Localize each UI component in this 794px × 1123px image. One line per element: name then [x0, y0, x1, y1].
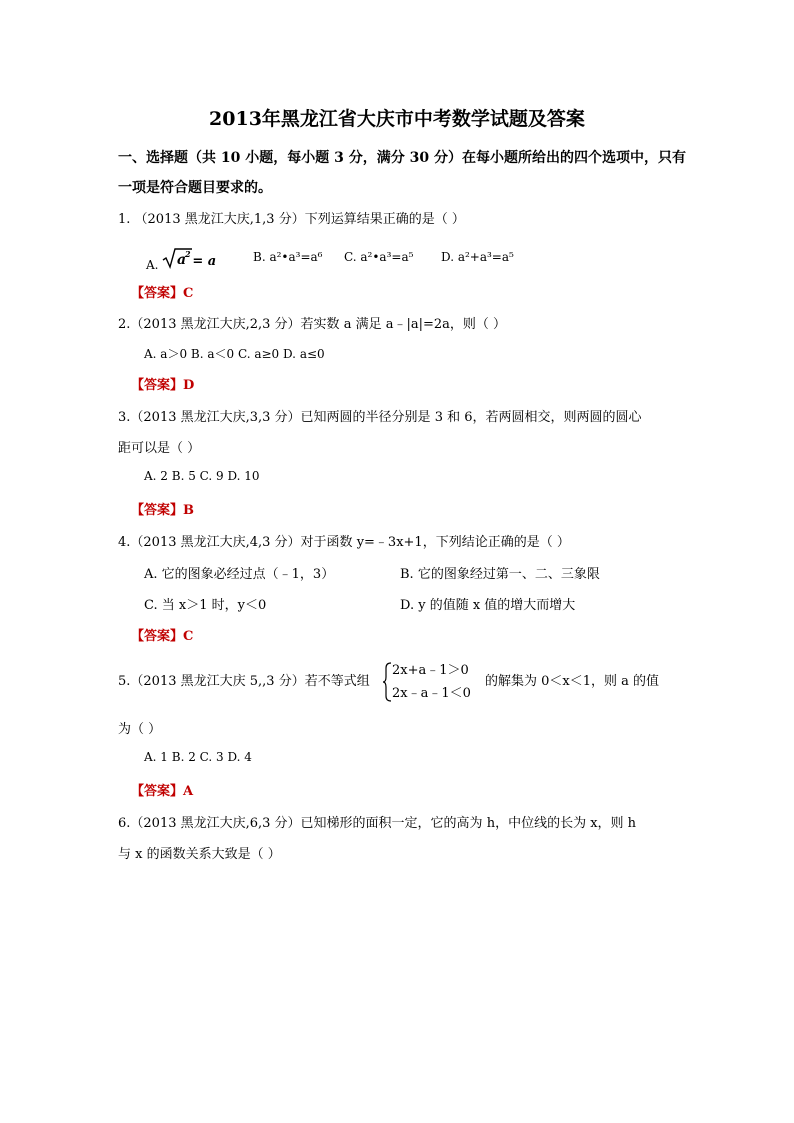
answer-tag: 【答案】 — [131, 629, 184, 644]
question-3-stem-line-2: 距可以是（ ） — [118, 441, 201, 456]
question-6-stem-line-1: 6.（2013 黑龙江大庆,6,3 分）已知梯形的面积一定，它的高为 h，中位线的长为 x，则 h — [118, 816, 637, 831]
question-4-answer — [131, 625, 193, 644]
question-3-stem-line-1: 3.（2013 黑龙江大庆,3,3 分）已知两圆的半径分别是 3 和 6，若两圆相交，则两圆的圆心 — [118, 410, 642, 425]
question-2-stem: 2.（2013 黑龙江大庆,2,3 分）若实数 a 满足 a﹣|a|=2a，则（ ） — [118, 317, 507, 332]
inequality-2: 2x﹣a﹣1＜0 — [392, 686, 471, 701]
question-5-stem-post: 的解集为 0＜x＜1，则 a 的值 — [485, 674, 660, 689]
page-title: 2013年黑龙江省大庆市中考数学试题及答案 — [209, 108, 585, 130]
section-heading-line-1: 一、选择题（共 10 小题，每小题 3 分，满分 30 分）在每小题所给出的四个选项中，只有 — [118, 150, 686, 166]
answer-value: C — [183, 286, 194, 301]
answer-tag: 【答案】 — [131, 378, 184, 393]
question-4-option-c: C. 当 x＞1 时，y＜0 — [144, 598, 267, 613]
question-1-option-d: D. a²+a³=a⁵ — [441, 250, 514, 264]
answer-tag: 【答案】 — [131, 286, 184, 301]
svg-text:2: 2 — [185, 249, 191, 259]
brace-icon — [382, 662, 392, 702]
answer-value: C — [183, 629, 194, 644]
svg-text:a: a — [177, 252, 187, 268]
question-2-answer — [131, 374, 194, 393]
question-5-answer — [131, 780, 193, 799]
sqrt-expression — [162, 247, 216, 269]
question-4-stem: 4.（2013 黑龙江大庆,4,3 分）对于函数 y=﹣3x+1，下列结论正确的是（ ） — [118, 535, 570, 550]
question-5-stem-line-2: 为（ ） — [118, 722, 162, 737]
question-1-option-c: C. a²•a³=a⁵ — [344, 250, 414, 264]
answer-value: A — [183, 784, 194, 799]
answer-value: B — [183, 503, 195, 518]
section-heading-line-2: 一项是符合题目要求的。 — [118, 180, 272, 196]
answer-tag: 【答案】 — [131, 503, 184, 518]
question-4-option-d: D. y 的值随 x 值的增大而增大 — [400, 598, 576, 613]
question-5-options: A. 1 B. 2 C. 3 D. 4 — [144, 750, 252, 764]
question-2-options: A. a＞0 B. a＜0 C. a≥0 D. a≤0 — [144, 347, 325, 361]
option-a-label: A. — [146, 258, 159, 272]
question-5-stem-pre: 5.（2013 黑龙江大庆 5,,3 分）若不等式组 — [118, 674, 370, 689]
question-1-option-a — [146, 247, 216, 272]
question-1-option-b: B. a²•a³=a⁶ — [253, 250, 323, 264]
question-1-stem: 1. （2013 黑龙江大庆,1,3 分）下列运算结果正确的是（ ） — [118, 212, 465, 227]
sqrt-icon — [162, 247, 192, 269]
inequality-1: 2x+a﹣1＞0 — [392, 663, 469, 678]
question-1-answer — [131, 282, 193, 301]
question-3-options: A. 2 B. 5 C. 9 D. 10 — [144, 469, 260, 483]
question-6-stem-line-2: 与 x 的函数关系大致是（ ） — [118, 847, 281, 862]
question-4-option-b: B. 它的图象经过第一、二、三象限 — [400, 567, 600, 582]
question-4-option-a: A. 它的图象必经过点（﹣1，3） — [144, 567, 335, 582]
question-3-answer — [131, 499, 194, 518]
answer-tag: 【答案】 — [131, 784, 184, 799]
option-a-rhs: = a — [192, 254, 217, 269]
answer-value: D — [183, 378, 195, 393]
